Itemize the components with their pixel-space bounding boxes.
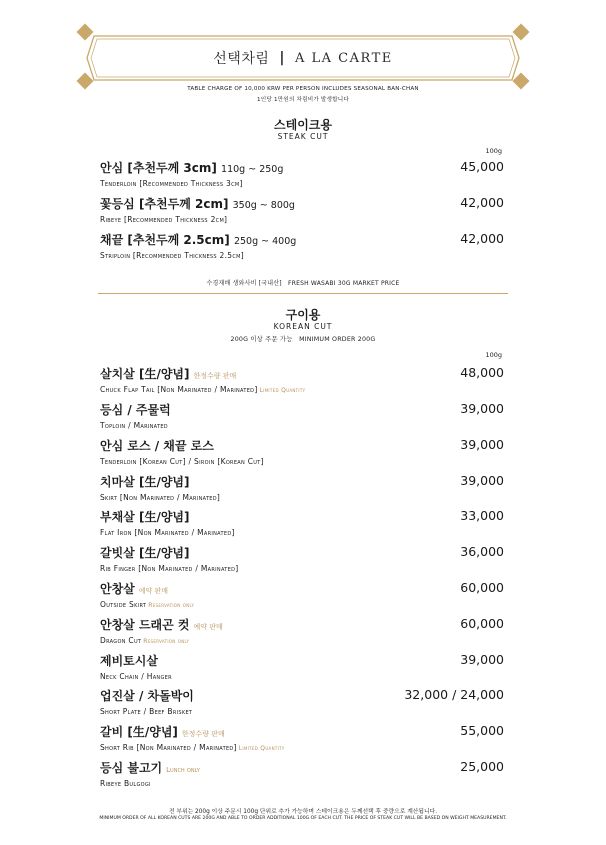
item-name: 제비토시살 <box>100 654 158 668</box>
title-english: A LA CARTE <box>295 50 393 66</box>
item-price: 39,000 <box>460 437 504 452</box>
table-charge-note-ko: 1인당 1만원의 차림비가 발생합니다 <box>257 97 349 103</box>
item-name-en: Tenderloin [Korean Cut] / Siroin [Korean Cut] <box>100 457 264 466</box>
item-name-en: Tenderloin [Recommended Thickness 3cm] <box>100 179 243 188</box>
item-name-en: Skirt [Non Marinated / Marinated] <box>100 493 221 502</box>
item-name: 갈비 [生/양념] <box>100 725 178 739</box>
item-name-en: Neck Chain / Hanger <box>100 672 172 681</box>
item-tag-en: Reservation only <box>148 602 195 609</box>
menu-item <box>100 580 504 609</box>
menu-item <box>100 652 504 681</box>
item-price: 60,000 <box>460 616 504 631</box>
title-banner <box>86 35 520 81</box>
item-price: 39,000 <box>460 652 504 667</box>
item-tag: 예약 판매 <box>138 587 169 595</box>
item-name: 안창살 드래곤 컷 <box>100 618 190 632</box>
steak-unit-label: 100g <box>485 147 502 155</box>
korean-unit-label: 100g <box>485 351 502 359</box>
item-name: 등심 불고기 <box>100 761 163 775</box>
item-price: 55,000 <box>460 723 504 738</box>
menu-item <box>100 195 504 224</box>
item-name-en: Short Rib [Non Marinated / Marinated] <box>100 743 237 752</box>
title-separator: | <box>279 50 285 66</box>
steak-section-title: 스테이크용 <box>274 118 332 132</box>
wasabi-note: 수경재배 생와사비 [국내산] FRESH WASABI 30G MARKET PRICE <box>206 280 400 287</box>
item-name-en: Chuck Flap Tail [Non Marinated / Marinated] <box>100 385 258 394</box>
item-name-en: Outside Skirt <box>100 600 147 609</box>
item-tag: 한정수량 판매 <box>193 372 237 380</box>
menu-item <box>100 365 504 394</box>
item-tag: Lunch only <box>166 766 200 774</box>
footer-note-en: MINIMUM ORDER OF ALL KOREAN CUTS ARE 200G AND ABLE TO ORDER ADDITIONAL 100G OF EACH CUT. THE PRICE OF STEAK CUT WILL BE BASED ON WEIGHT MEASUREMENT. <box>99 816 507 821</box>
item-price: 42,000 <box>460 195 504 210</box>
section-divider <box>98 293 508 294</box>
menu-item <box>100 616 504 645</box>
steak-section-subtitle: STEAK CUT <box>277 132 329 141</box>
menu-item <box>100 231 504 260</box>
item-name: 등심 / 주물럭 <box>100 403 171 417</box>
menu-item <box>100 759 504 788</box>
item-name-en: Ribeye Bulgogi <box>100 779 151 788</box>
item-price: 25,000 <box>460 759 504 774</box>
item-tag: 한정수량 판매 <box>181 730 225 738</box>
item-weight-range: 110g ~ 250g <box>221 164 284 175</box>
item-name: 안창살 <box>100 582 135 596</box>
item-name: 꽃등심 [추천두께 2cm] <box>100 197 229 211</box>
item-name: 안심 [추천두께 3cm] <box>100 161 217 175</box>
item-name: 치마살 [生/양념] <box>100 475 190 489</box>
item-price: 36,000 <box>460 544 504 559</box>
item-name: 살치살 [生/양념] <box>100 367 190 381</box>
item-name: 안심 로스 / 채끝 로스 <box>100 439 214 453</box>
item-price: 33,000 <box>460 508 504 523</box>
item-tag-en: Limited Quantity <box>259 387 306 394</box>
menu-item <box>100 687 504 716</box>
item-weight-range: 350g ~ 800g <box>232 200 295 211</box>
menu-item <box>100 401 504 430</box>
item-name: 부채살 [生/양념] <box>100 510 190 524</box>
menu-item <box>100 508 504 537</box>
menu-item <box>100 723 504 752</box>
item-name: 업진살 / 차돌박이 <box>100 689 194 703</box>
item-price: 48,000 <box>460 365 504 380</box>
item-price: 42,000 <box>460 231 504 246</box>
menu-item <box>100 159 504 188</box>
item-tag-en: Limited Quantity <box>238 745 285 752</box>
item-price: 39,000 <box>460 473 504 488</box>
korean-section-title: 구이용 <box>285 308 321 322</box>
minimum-order-note: 200G 이상 주문 가능 MINIMUM ORDER 200G <box>230 336 376 343</box>
item-price: 60,000 <box>460 580 504 595</box>
item-name-en: Striploin [Recommended Thickness 2.5cm] <box>100 251 244 260</box>
item-weight-range: 250g ~ 400g <box>233 236 297 247</box>
item-name: 갈빗살 [生/양념] <box>100 546 190 560</box>
item-name-en: Ribeye [Recommended Thickness 2cm] <box>100 215 228 224</box>
item-name-en: Rib Finger [Non Marinated / Marinated] <box>100 564 239 573</box>
item-name-en: Dragon Cut <box>100 636 142 645</box>
footer-note-ko: 전 부위는 200g 이상 주문시 100g 단위로 추가 가능하며 스테이크용은 두께선택 후 중량으로 계산됩니다. <box>168 809 438 815</box>
item-name-en: Flat Iron [Non Marinated / Marinated] <box>100 528 235 537</box>
menu-item <box>100 437 504 466</box>
title-korean: 선택차림 <box>213 51 270 67</box>
table-charge-note-en: TABLE CHARGE OF 10,000 KRW PER PERSON INCLUDES SEASONAL BAN-CHAN <box>187 86 419 92</box>
menu-item <box>100 473 504 502</box>
item-name-en: Toploin / Marinated <box>100 421 168 430</box>
item-tag: 예약 판매 <box>193 623 223 631</box>
page-title <box>86 35 520 81</box>
item-price: 39,000 <box>460 401 504 416</box>
item-name: 채끝 [추천두께 2.5cm] <box>100 233 230 247</box>
korean-section-subtitle: KOREAN CUT <box>273 322 333 331</box>
item-name-en: Short Plate / Beef Brisket <box>100 707 193 716</box>
item-tag-en: Reservation only <box>143 638 190 645</box>
menu-item <box>100 544 504 573</box>
item-price: 45,000 <box>460 159 504 174</box>
item-price: 32,000 / 24,000 <box>404 687 504 702</box>
